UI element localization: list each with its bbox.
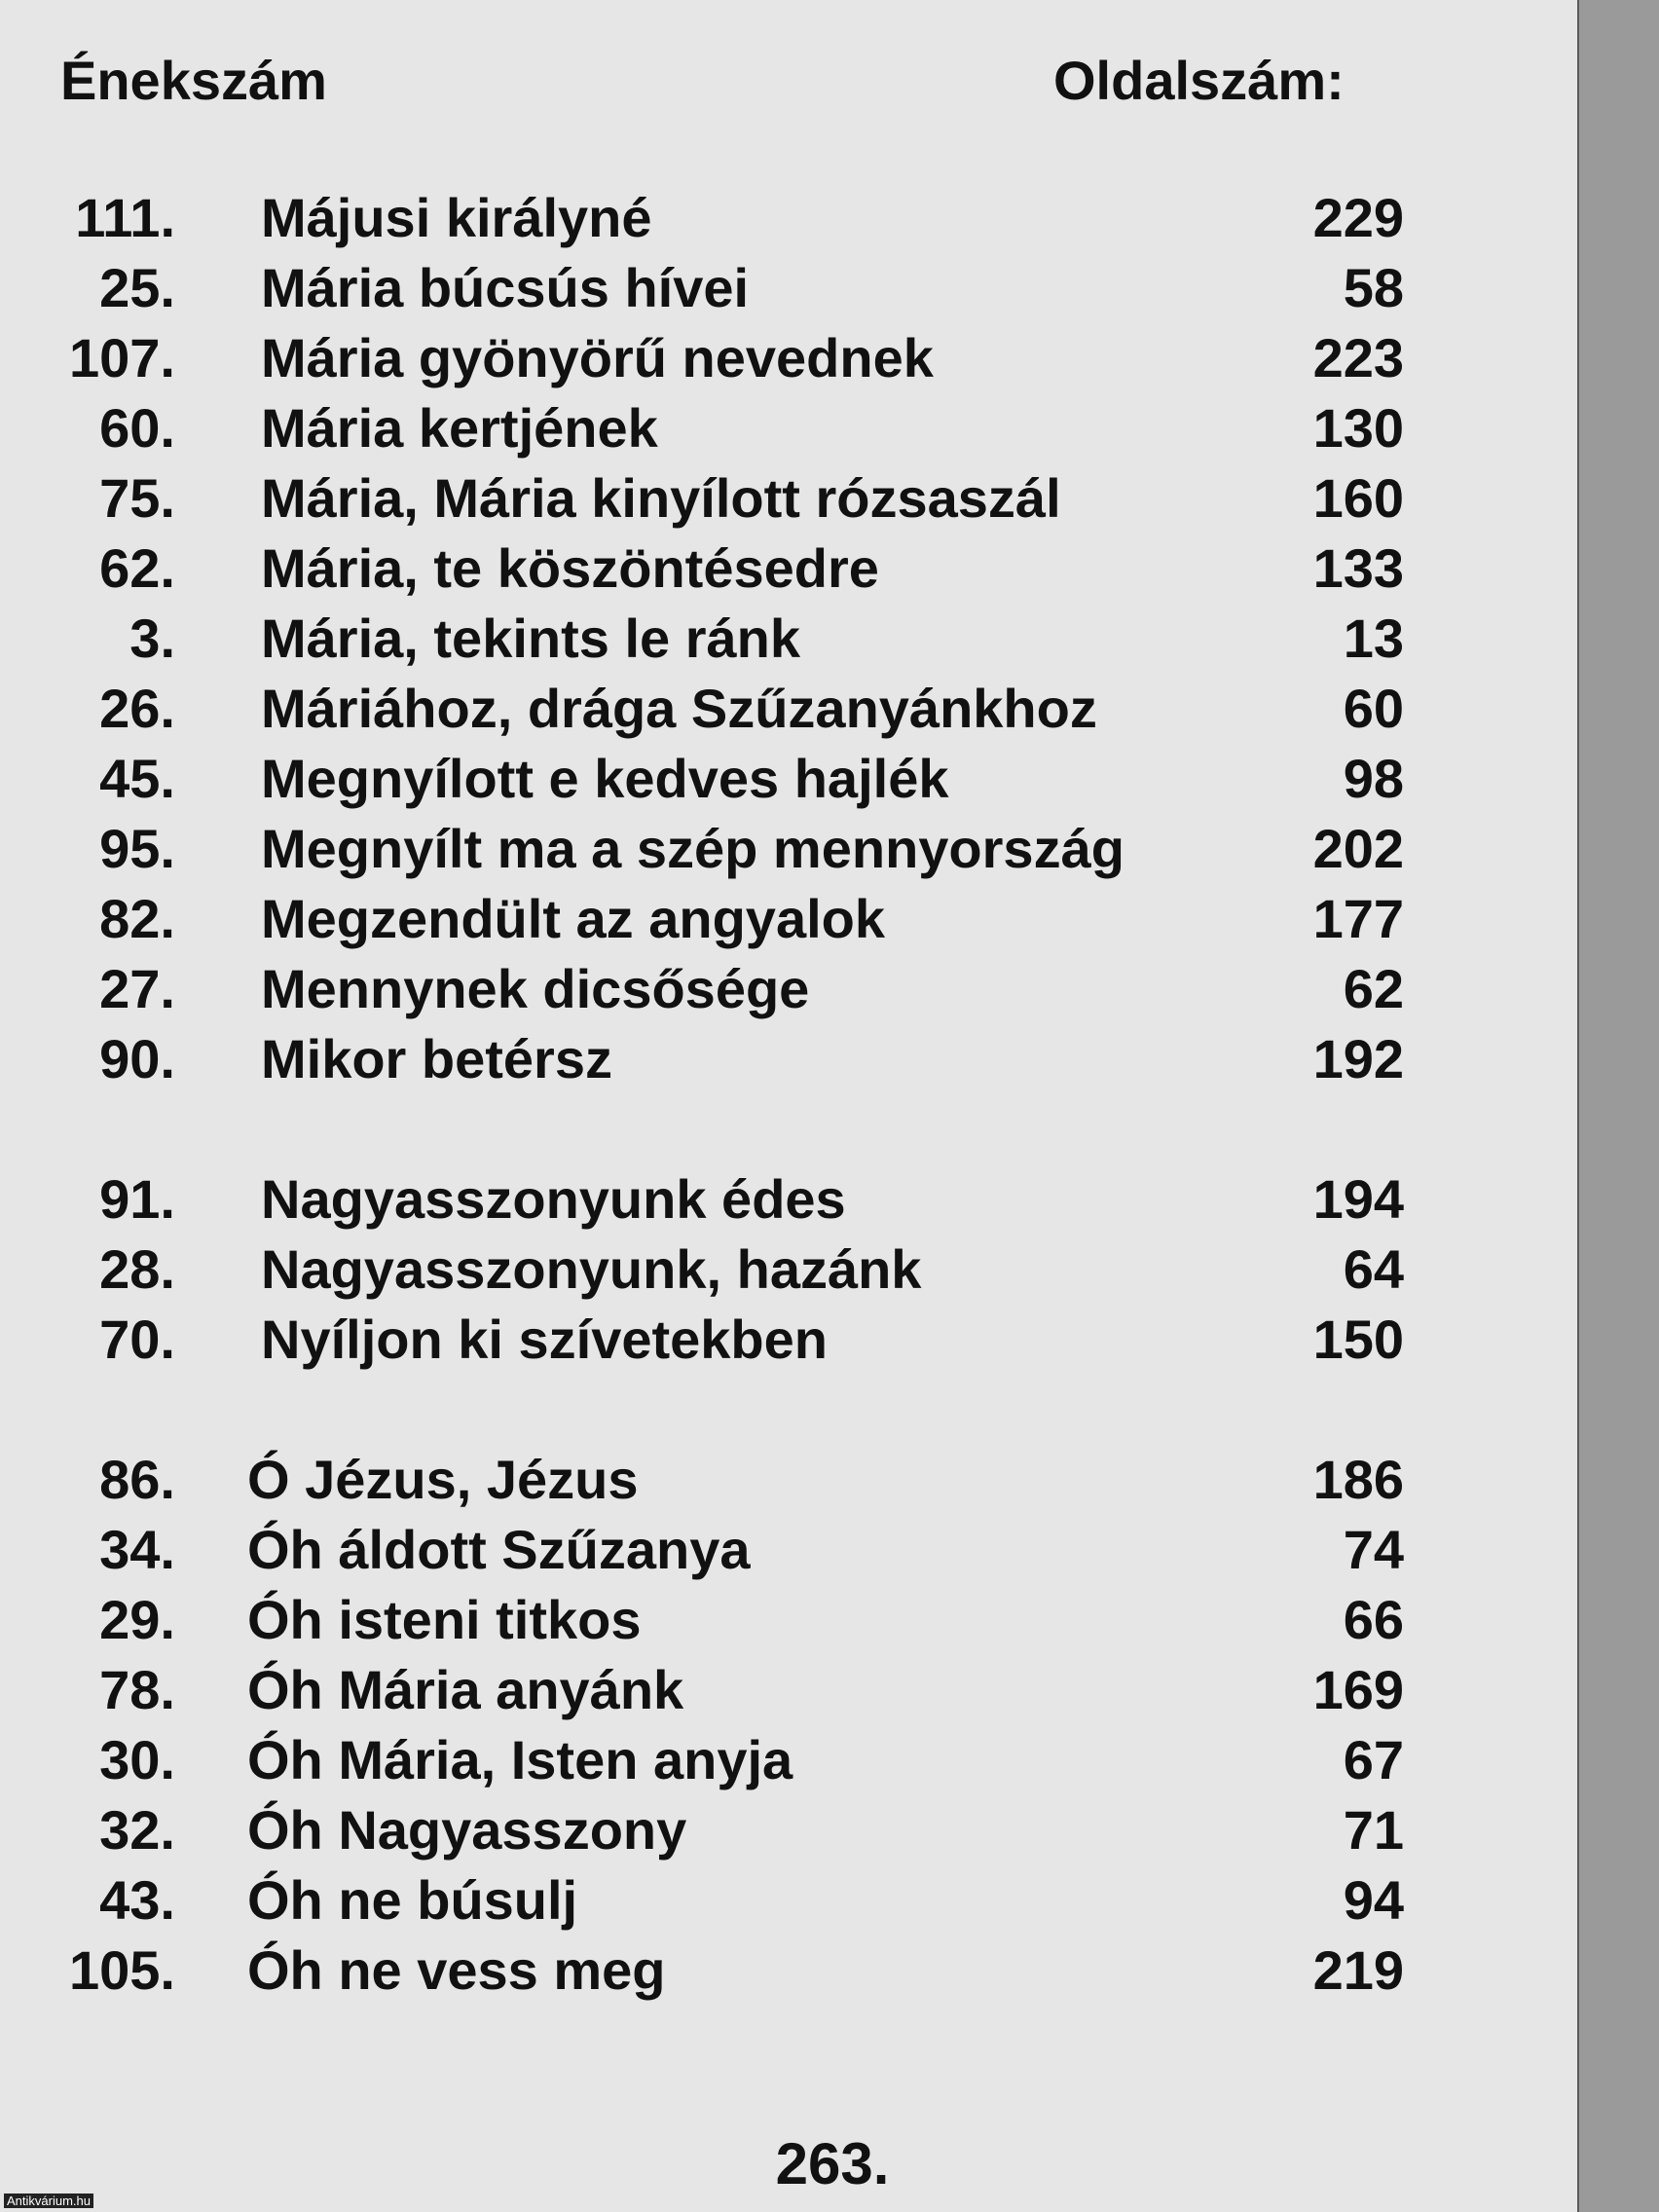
song-page: 66 (1343, 1589, 1404, 1650)
song-page: 223 (1312, 327, 1404, 388)
song-number: 62. (99, 537, 175, 599)
song-number: 27. (99, 958, 175, 1019)
index-row (0, 604, 1577, 674)
song-number: 32. (99, 1799, 175, 1861)
song-page: 13 (1343, 608, 1404, 669)
song-number: 107. (69, 327, 175, 388)
page-number-header: Oldalszám: (1053, 50, 1345, 111)
song-page: 94 (1343, 1869, 1404, 1931)
page-number: 263. (775, 2131, 890, 2196)
song-number: 90. (99, 1028, 175, 1089)
song-page: 192 (1312, 1028, 1404, 1089)
song-title: Mennynek dicsősége (261, 958, 810, 1019)
index-row (0, 1024, 1577, 1094)
song-page: 150 (1312, 1309, 1404, 1370)
song-number: 86. (99, 1449, 175, 1510)
song-page: 74 (1343, 1519, 1404, 1580)
song-number: 43. (99, 1869, 175, 1931)
song-page: 71 (1343, 1799, 1404, 1861)
song-number: 70. (99, 1309, 175, 1370)
song-number: 30. (99, 1729, 175, 1790)
song-number: 82. (99, 888, 175, 949)
song-number: 111. (75, 187, 175, 248)
song-page: 67 (1343, 1729, 1404, 1790)
index-row (0, 463, 1577, 534)
song-page: 186 (1312, 1449, 1404, 1510)
song-title: Megzendült az angyalok (261, 888, 885, 949)
song-page: 160 (1312, 467, 1404, 529)
song-number: 29. (99, 1589, 175, 1650)
song-number: 3. (129, 608, 175, 669)
index-row (0, 1235, 1577, 1305)
song-title: Ó Jézus, Jézus (247, 1449, 639, 1510)
song-title: Mária búcsús hívei (261, 257, 750, 318)
index-row (0, 534, 1577, 604)
index-row (0, 1305, 1577, 1375)
song-page: 130 (1312, 397, 1404, 459)
index-row (0, 183, 1577, 253)
index-row (0, 674, 1577, 744)
song-title: Óh Mária anyánk (247, 1659, 684, 1720)
song-title: Megnyílott e kedves hajlék (261, 748, 949, 809)
song-page: 60 (1343, 678, 1404, 739)
song-number: 28. (99, 1238, 175, 1300)
song-title: Mária, tekints le ránk (261, 608, 801, 669)
song-page: 229 (1312, 187, 1404, 248)
song-number: 26. (99, 678, 175, 739)
index-row (0, 744, 1577, 814)
song-number: 75. (99, 467, 175, 529)
song-title: Máriához, drága Szűzanyánkhoz (261, 678, 1097, 739)
watermark: Antikvárium.hu (4, 2194, 93, 2208)
song-title: Mária gyönyörű nevednek (261, 327, 934, 388)
book-spine (1577, 0, 1659, 2212)
song-title: Mikor betérsz (261, 1028, 612, 1089)
index-row (0, 253, 1577, 323)
song-page: 62 (1343, 958, 1404, 1019)
song-number: 60. (99, 397, 175, 459)
song-number-header: Énekszám (60, 50, 327, 111)
song-title: Óh áldott Szűzanya (247, 1519, 751, 1580)
index-row (0, 1445, 1577, 1515)
index-row (0, 1725, 1577, 1795)
index-row (0, 1865, 1577, 1936)
song-title: Óh isteni titkos (247, 1589, 642, 1650)
song-number: 34. (99, 1519, 175, 1580)
song-page: 194 (1312, 1168, 1404, 1230)
song-page: 133 (1312, 537, 1404, 599)
index-list (0, 183, 1577, 2006)
song-title: Májusi királyné (261, 187, 652, 248)
song-title: Óh Mária, Isten anyja (247, 1729, 793, 1790)
index-row (0, 1795, 1577, 1865)
song-number: 105. (69, 1939, 175, 2001)
song-title: Mária, te köszöntésedre (261, 537, 879, 599)
song-title: Óh ne búsulj (247, 1869, 578, 1931)
index-row (0, 814, 1577, 884)
song-number: 91. (99, 1168, 175, 1230)
index-row (0, 1515, 1577, 1585)
song-number: 78. (99, 1659, 175, 1720)
song-title: Nagyasszonyunk, hazánk (261, 1238, 922, 1300)
song-page: 169 (1312, 1659, 1404, 1720)
song-page: 64 (1343, 1238, 1404, 1300)
song-title: Óh ne vess meg (247, 1939, 666, 2001)
song-page: 219 (1312, 1939, 1404, 2001)
song-page: 177 (1312, 888, 1404, 949)
song-number: 25. (99, 257, 175, 318)
index-row (0, 393, 1577, 463)
index-row (0, 1585, 1577, 1655)
index-row (0, 1936, 1577, 2006)
song-number: 95. (99, 818, 175, 879)
song-page: 202 (1312, 818, 1404, 879)
index-row (0, 1164, 1577, 1235)
song-page: 58 (1343, 257, 1404, 318)
song-title: Mária, Mária kinyílott rózsaszál (261, 467, 1061, 529)
index-row (0, 1655, 1577, 1725)
index-row (0, 323, 1577, 393)
song-title: Mária kertjének (261, 397, 658, 459)
index-row (0, 954, 1577, 1024)
song-title: Nagyasszonyunk édes (261, 1168, 846, 1230)
song-page: 98 (1343, 748, 1404, 809)
song-title: Megnyílt ma a szép mennyország (261, 818, 1124, 879)
index-row (0, 884, 1577, 954)
song-title: Óh Nagyasszony (247, 1799, 687, 1861)
song-number: 45. (99, 748, 175, 809)
song-title: Nyíljon ki szívetekben (261, 1309, 828, 1370)
